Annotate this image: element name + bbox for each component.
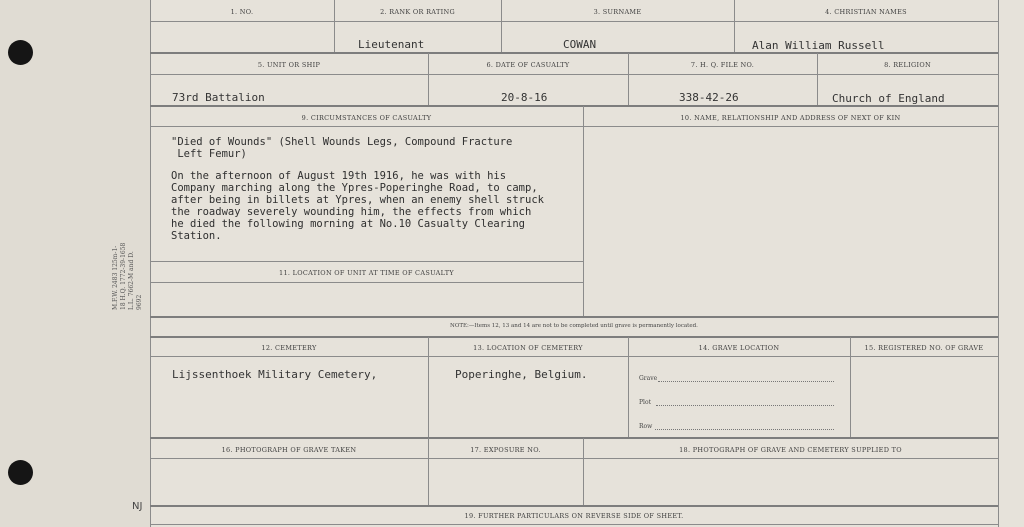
header-photo-supplied: 18. PHOTOGRAPH OF GRAVE AND CEMETERY SUPPLIED TO [679, 446, 902, 454]
value-surname: COWAN [563, 38, 597, 51]
value-christian-names: Alan William Russell [752, 39, 885, 52]
grave-line [658, 381, 834, 382]
header-hq-file: 7. H. Q. FILE NO. [690, 61, 755, 69]
grave-label: Grave [639, 375, 658, 382]
header-christian-names: 4. CHRISTIAN NAMES [825, 8, 907, 16]
row12-div3 [850, 337, 851, 437]
value-hq-file: 338-42-26 [679, 91, 739, 104]
header-photo-taken: 16. PHOTOGRAPH OF GRAVE TAKEN [221, 446, 357, 454]
header-rank: 2. RANK OR RATING [380, 8, 455, 16]
row2-header-line [150, 74, 998, 75]
row16-bottom [150, 505, 998, 507]
header-exposure: 17. EXPOSURE NO. [470, 446, 541, 454]
row2-bottom [150, 105, 998, 107]
footer-line [150, 524, 998, 525]
header-date: 6. DATE OF CASUALTY [486, 61, 570, 69]
header-surname: 3. SURNAME [593, 8, 642, 16]
value-rank: Lieutenant [358, 38, 425, 51]
value-religion: Church of England [832, 92, 945, 105]
header-registered-no: 15. REGISTERED NO. OF GRAVE [864, 344, 984, 352]
frame-right [998, 0, 999, 527]
header-location-unit: 11. LOCATION OF UNIT AT TIME OF CASUALTY [279, 269, 454, 277]
header-unit: 5. UNIT OR SHIP [257, 61, 321, 69]
note-bottom [150, 336, 998, 338]
circumstances-body: On the afternoon of August 19th 1916, he was with his Company marching along the Ypres-Poperinghe Road, to camp, after being in billets at Ypres, when an enemy shell struck the roadway severely wounding him, the effects from which he died the following morning at No.10 Casualty Clearing Station. [171, 170, 544, 242]
row11-top [150, 261, 583, 262]
row11-header-line [150, 282, 583, 283]
row1-header-line [150, 21, 998, 22]
row3-bottom [150, 316, 998, 318]
punch-hole-bottom [8, 460, 33, 485]
note-text: NOTE:—Items 12, 13 and 14 are not to be completed until grave is permanently located. [450, 323, 698, 329]
header-no: 1. NO. [230, 8, 254, 16]
value-cemetery: Lijssenthoek Military Cemetery, [172, 368, 378, 381]
header-grave-location: 14. GRAVE LOCATION [698, 344, 780, 352]
header-location-cemetery: 13. LOCATION OF CEMETERY [473, 344, 583, 352]
plot-line [656, 405, 834, 406]
row3-div [583, 106, 584, 316]
header-next-of-kin: 10. NAME, RELATIONSHIP AND ADDRESS OF NEXT OF KIN [680, 114, 901, 122]
row-line [655, 429, 834, 430]
row12-header-line [150, 356, 998, 357]
header-cemetery: 12. CEMETERY [261, 344, 317, 352]
value-unit: 73rd Battalion [172, 91, 265, 104]
header-further-particulars: 19. FURTHER PARTICULARS ON REVERSE SIDE OF SHEET. [464, 512, 684, 520]
row16-header-line [150, 458, 998, 459]
value-location-cemetery: Poperinghe, Belgium. [455, 368, 588, 381]
punch-hole-top [8, 40, 33, 65]
row-label: Row [639, 423, 653, 430]
row12-bottom [150, 437, 998, 439]
row1-bottom [150, 52, 998, 54]
value-date: 20-8-16 [501, 91, 548, 104]
row12-div1 [428, 337, 429, 437]
circumstances-title: "Died of Wounds" (Shell Wounds Legs, Compound Fracture Left Femur) [171, 136, 513, 160]
margin-initials: NJ [132, 501, 143, 512]
row3-header-line [150, 126, 998, 127]
margin-ref-code: M.F.W. 2483 125m-1-18 H.Q. 1772-39-1658 L.L. 7662-M and D. 9692 [112, 242, 143, 310]
row12-div2 [628, 337, 629, 437]
header-religion: 8. RELIGION [884, 61, 931, 69]
plot-label: Plot [639, 399, 651, 406]
header-circumstances: 9. CIRCUMSTANCES OF CASUALTY [301, 114, 432, 122]
